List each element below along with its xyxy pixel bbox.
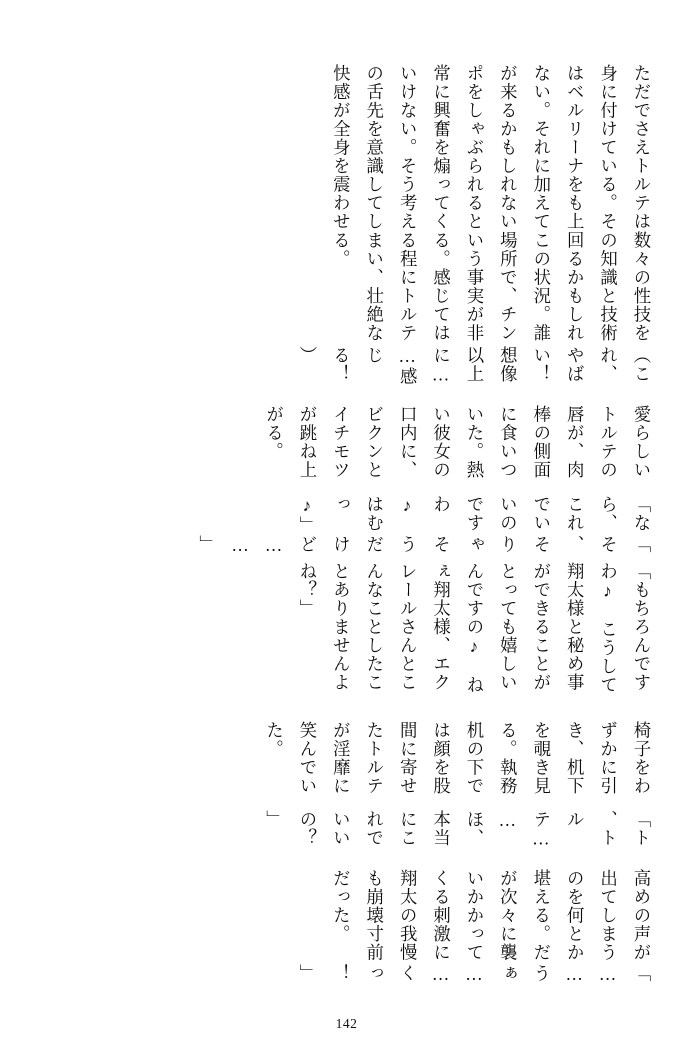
paragraph: 愛らしいトルテの唇が、肉棒の側面に食いついた。熱い彼女の口内に、ビクンとイチモツが跳ね上がる。 [263, 404, 651, 479]
paragraph: 高めの声が出てしまうのを何とか堪える。だが次々に襲いかかってくる刺激に翔太の我慢も崩壊寸前だった。 [330, 869, 651, 962]
paragraph: 「ト、トルテ……ほ、本当にこれでいいの？」 [263, 810, 651, 850]
vertical-text-body [36, 46, 657, 986]
page-number: 142 [335, 1016, 358, 1031]
paragraph: 「なら、これでいいのですわ♪ はむっ♪」 [296, 495, 651, 536]
paragraph: （これ、やばい！ 想像以上に……感じる！） [296, 345, 651, 402]
paragraph: ただでさえトルテは数々の性技を身に付けている。その知識と技術はベルリーナをも上回るかもしれない。それに加えてこの状況。誰が来るかもしれない場所で、チンポをしゃぶられるという事実が非常に興奮を煽ってくる。感じてはいけない。そう考える程にトルテの舌先を意識してしまい、壮絶な快感が全身を震わせる。 [330, 64, 651, 343]
paragraph: 「そ、そりゃそうだけど……」 [196, 534, 651, 556]
paragraph: 椅子をわずかに引き、机下を覗き見る。執務机の下では顔を股間に寄せたトルテが淫靡に笑んでいた。 [263, 721, 651, 796]
paragraph: 「……うぁ……くっ！」 [296, 963, 651, 985]
paragraph: 「もちろんですわ♪ こうして翔太様と秘め事ができることがとっても嬉しいんですの♪ ねぇ翔太様、エクレールさんとこんなことしたことありませんよね？」 [296, 562, 651, 695]
